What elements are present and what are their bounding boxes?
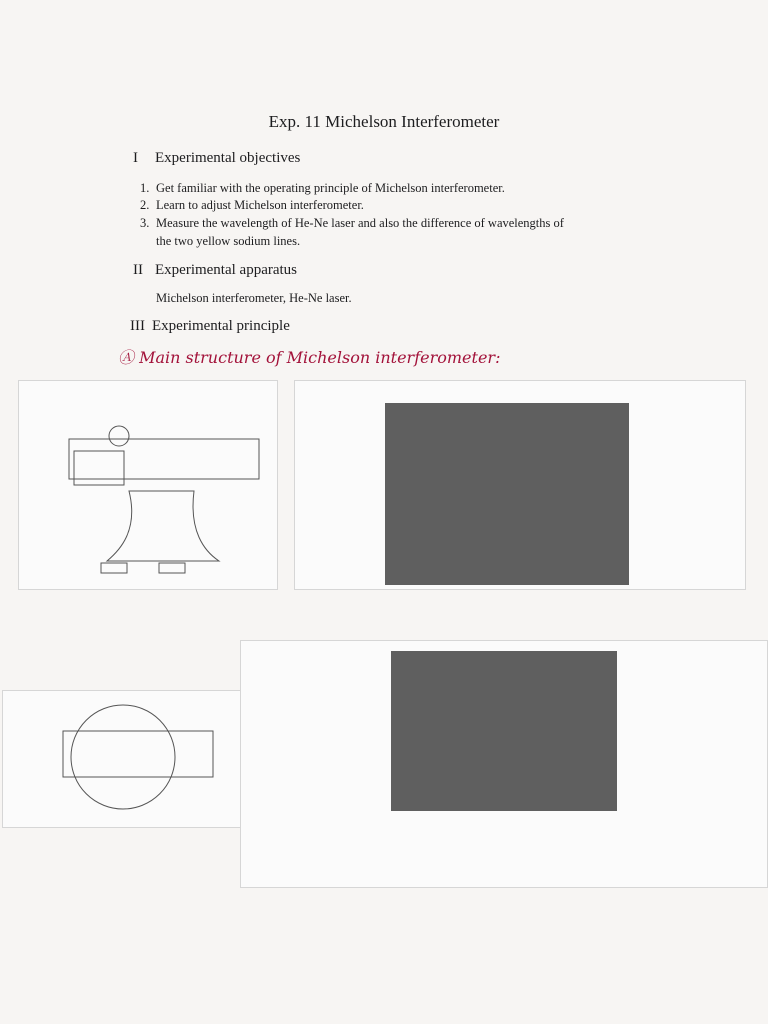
bell-base [107, 491, 219, 561]
objective-1: 1. Get familiar with the operating principle of Michelson interferometer. [140, 181, 505, 195]
apparatus-photo [385, 403, 629, 585]
objective-2: 2. Learn to adjust Michelson interferometer. [140, 198, 364, 212]
section-2-heading: II Experimental apparatus [133, 262, 298, 278]
top-view-drawing [3, 691, 241, 827]
objective-3-continued: the two yellow sodium lines. [156, 234, 301, 248]
document-title: Exp. 11 Michelson Interferometer [268, 112, 500, 131]
mirror-housing [74, 451, 124, 485]
section-1-heading: I Experimental objectives [133, 150, 301, 166]
apparatus-text: Michelson interferometer, He-Ne laser. [156, 291, 352, 305]
base-outline [71, 705, 175, 809]
objective-3: 3. Measure the wavelength of He-Ne laser and also the difference of wavelengths of [140, 216, 564, 230]
side-view-drawing [19, 381, 277, 589]
carriage-guide [63, 731, 213, 777]
top-carriage [69, 439, 259, 479]
top-view-diagram [2, 690, 242, 828]
section-3-heading: III Experimental principle [130, 318, 290, 334]
mirror-knob [109, 426, 129, 446]
apparatus-photo-panel [294, 380, 746, 590]
mirror-photo-panel [240, 640, 768, 888]
mirror-photo [391, 651, 617, 811]
handwritten-heading: Ⓐ Main structure of Michelson interferometer: [118, 348, 501, 367]
leveling-foot-right [159, 563, 185, 573]
leveling-foot-left [101, 563, 127, 573]
side-view-diagram [18, 380, 278, 590]
